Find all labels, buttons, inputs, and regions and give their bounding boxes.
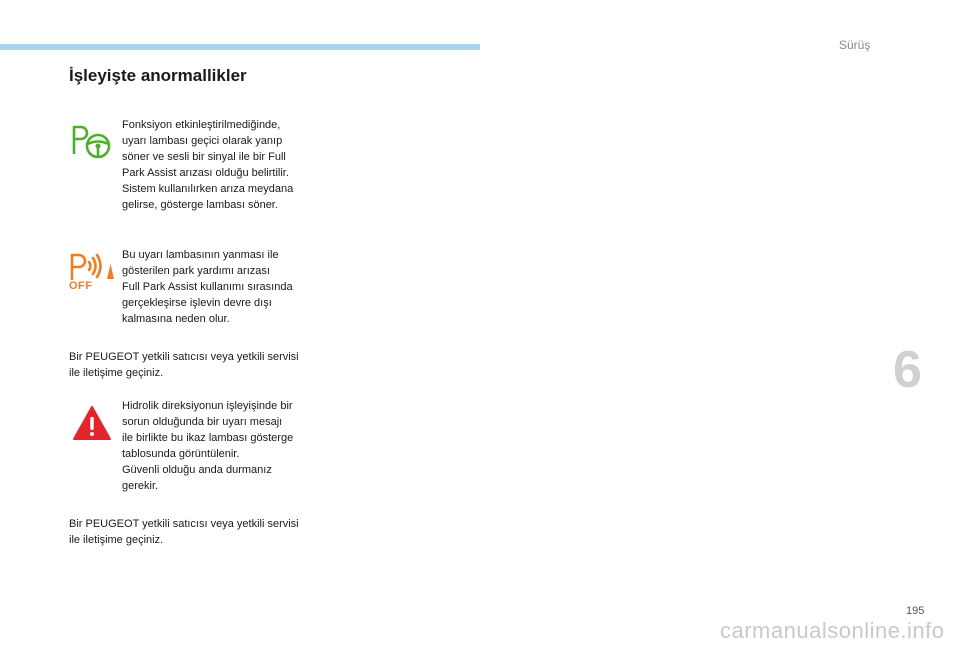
watermark: carmanualsonline.info (720, 618, 945, 643)
off-label: OFF (69, 280, 93, 292)
text-line: sorun olduğunda bir uyarı mesajı (122, 416, 283, 428)
text-line: uyarı lambası geçici olarak yanıp (122, 135, 283, 147)
text-line: Bir PEUGEOT yetkili satıcısı veya yetkili servisi (69, 518, 299, 530)
text-line: gelirse, gösterge lambası söner. (122, 199, 278, 211)
section-label: Sürüş (839, 38, 871, 52)
text-line: ile birlikte bu ikaz lambası gösterge (122, 432, 294, 444)
paragraph-4 (122, 398, 293, 494)
text-line: gerekir. (122, 480, 159, 492)
text-line: Bu uyarı lambasının yanması ile (122, 249, 279, 261)
page-number: 195 (906, 605, 925, 617)
text-line: ile iletişime geçiniz. (69, 367, 164, 379)
warning-triangle-icon (72, 405, 112, 441)
text-line: Full Park Assist kullanımı sırasında (122, 281, 293, 293)
text-line: söner ve sesli bir sinyal ile bir Full (122, 151, 286, 163)
text-line: Sistem kullanılırken arıza meydana (122, 183, 294, 195)
text-line: Park Assist arızası olduğu belirtilir. (122, 167, 289, 179)
paragraph-3 (69, 349, 299, 381)
paragraph-1 (122, 117, 293, 213)
text-line: ile iletişime geçiniz. (69, 534, 164, 546)
text-line: gösterilen park yardımı arızası (122, 265, 270, 277)
text-line: gerçekleşirse işlevin devre dışı (122, 297, 272, 309)
text-line: Fonksiyon etkinleştirilmediğinde, (122, 119, 281, 131)
header-accent-bar (0, 44, 480, 50)
text-line: tablosunda görüntülenir. (122, 448, 240, 460)
paragraph-5 (69, 516, 299, 548)
chapter-number: 6 (893, 341, 922, 399)
page-title: İşleyişte anormallikler (69, 66, 247, 85)
text-line: Bir PEUGEOT yetkili satıcısı veya yetkili servisi (69, 351, 299, 363)
park-assist-off-icon (66, 252, 116, 294)
text-line: kalmasına neden olur. (122, 313, 230, 325)
park-assist-green-icon (70, 124, 112, 160)
paragraph-2 (122, 247, 293, 327)
text-line: Güvenli olduğu anda durmanız (122, 464, 272, 476)
text-line: Hidrolik direksiyonun işleyişinde bir (122, 400, 293, 412)
